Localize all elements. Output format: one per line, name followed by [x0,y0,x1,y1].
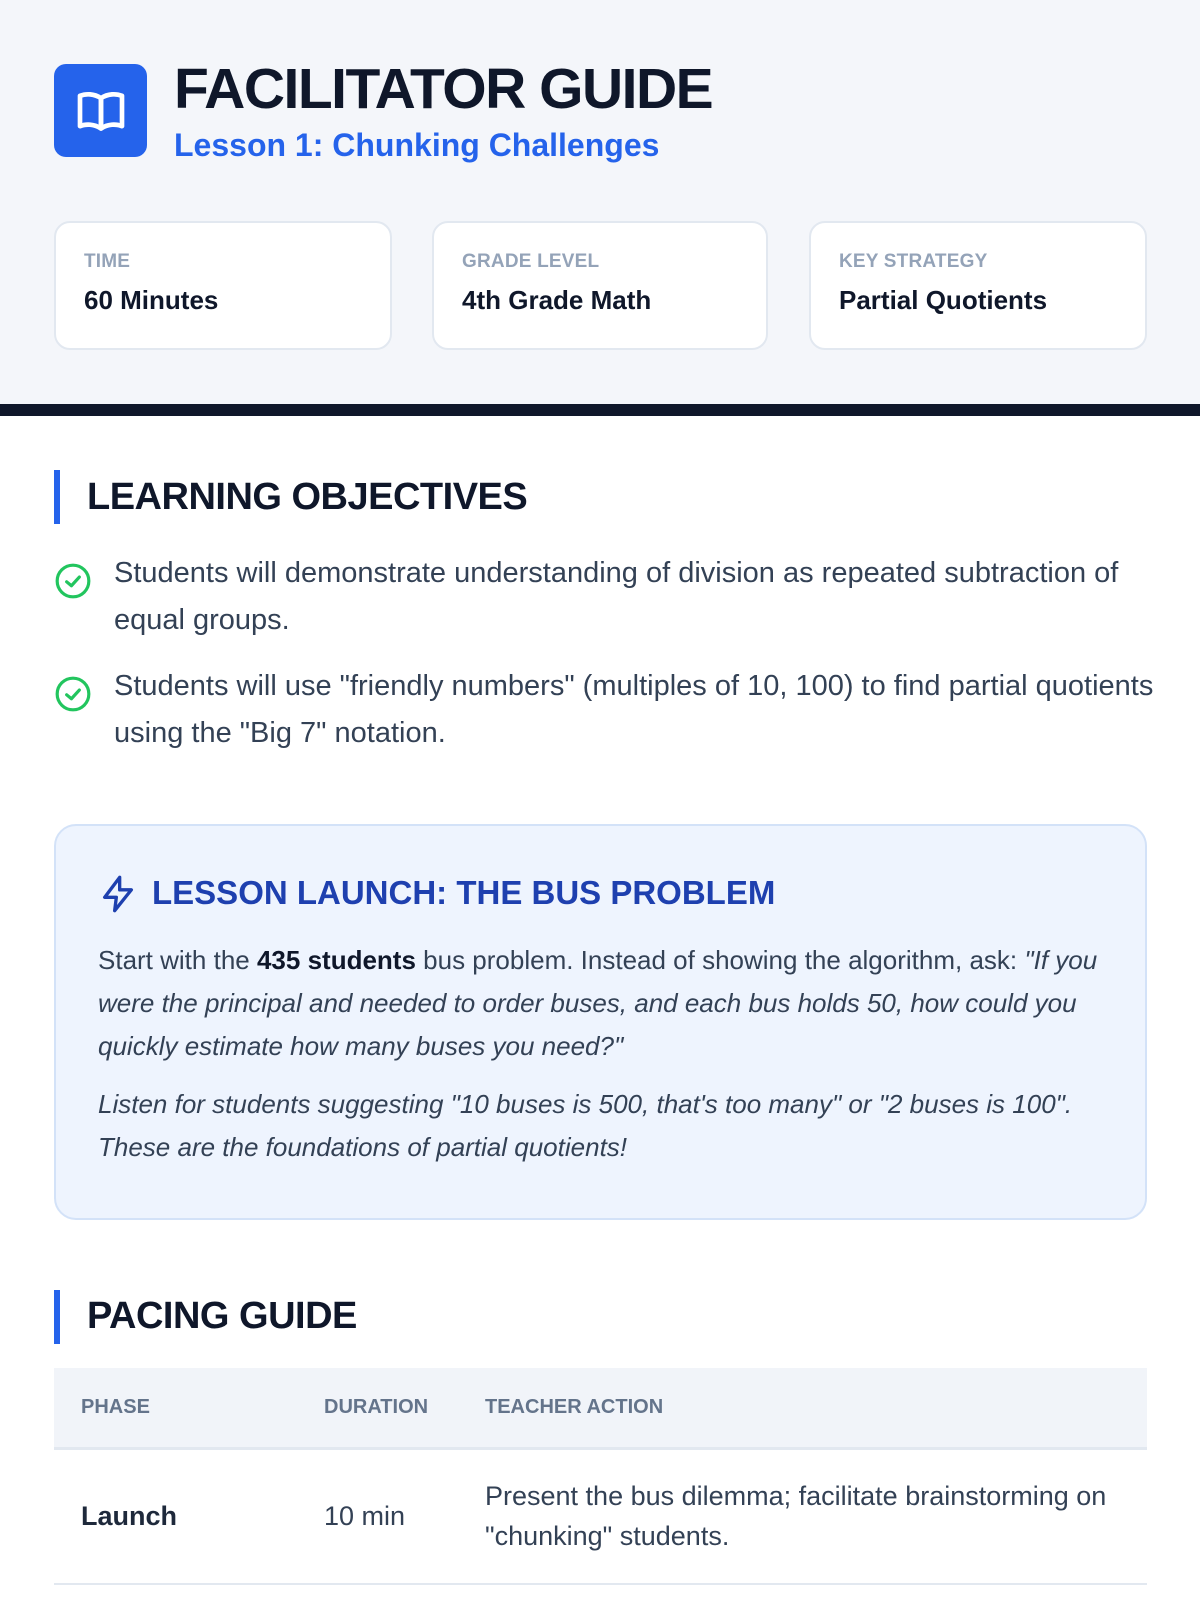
student-count: 435 students [256,945,416,975]
lesson-launch-callout [54,824,1147,1220]
table-row [54,1448,1147,1584]
check-circle-icon [54,562,92,600]
launch-text: bus problem. Instead of showing the algorithm, ask: [415,945,1025,975]
meta-card-time [54,221,392,350]
meta-label: GRADE LEVEL [462,251,600,272]
table-header-row [54,1368,1147,1448]
lightning-bolt-icon [98,874,138,914]
header-divider [0,404,1200,416]
meta-value: Partial Quotients [839,285,1048,315]
launch-text: Start with the [98,945,257,975]
section-title-learning-objectives: LEARNING OBJECTIVES [87,476,528,518]
meta-value: 4th Grade Math [462,285,652,315]
launch-note-text: Listen for students suggesting "10 buses is 500, that's too many" or "2 buses is 100". These are the foundations of partial quotients! [98,1089,1073,1162]
meta-card-key-strategy [809,221,1147,350]
section-accent-bar [54,470,60,524]
meta-label: KEY STRATEGY [839,251,988,272]
column-header-teacher-action: TEACHER ACTION [458,1368,1147,1448]
meta-value: 60 Minutes [84,285,219,315]
guide-header [0,0,1200,404]
teacher-action-cell: Present the bus dilemma; facilitate brainstorming on "chunking" students. [458,1448,1147,1584]
meta-label: TIME [84,251,131,272]
objective-text: Students will use "friendly numbers" (multiples of 10, 100) to find partial quotients using the "Big 7" notation. [114,670,1154,749]
launch-paragraph [98,939,1108,1068]
launch-title: LESSON LAUNCH: THE BUS PROBLEM [152,874,776,911]
section-title-pacing-guide: PACING GUIDE [87,1295,357,1337]
duration-cell: 10 min [297,1448,458,1584]
column-header-phase: PHASE [54,1368,297,1448]
launch-question: "If you were the principal and needed to order buses, and each bus holds 50, how could you quickly estimate how many buses you need?" [98,945,1098,1061]
page-title: FACILITATOR GUIDE [174,57,713,121]
launch-note [98,1083,1108,1169]
objective-text: Students will demonstrate understanding of division as repeated subtraction of equal groups. [114,557,1119,636]
pacing-table [54,1368,1147,1585]
check-circle-icon [54,675,92,713]
phase-cell: Launch [54,1448,297,1584]
open-book-icon [54,64,147,157]
column-header-duration: DURATION [297,1368,458,1448]
meta-card-grade-level [432,221,768,350]
section-accent-bar [54,1290,60,1344]
lesson-subtitle: Lesson 1: Chunking Challenges [174,127,660,163]
